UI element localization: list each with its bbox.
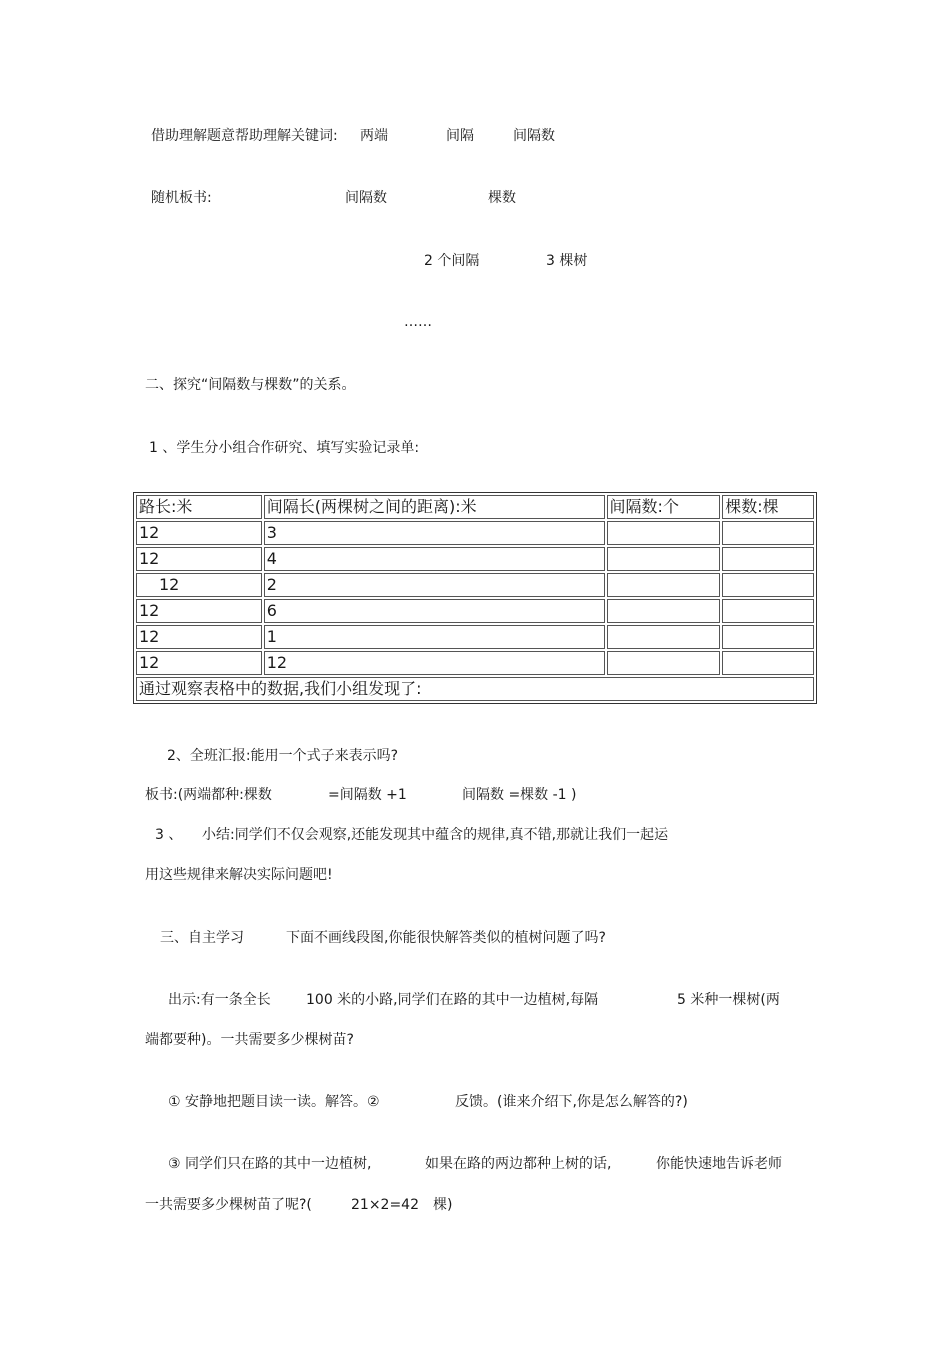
board-heading-interval-count: 间隔数 — [345, 190, 387, 206]
header-interval-length: 间隔长(两棵树之间的距离):米 — [264, 495, 605, 519]
section-3-heading: 三、自主学习 — [160, 930, 244, 946]
problem-text-cont: 端都要种)。一共需要多少棵树苗? — [145, 1032, 354, 1048]
board-formula-prefix: 板书:(两端都种:棵数 — [145, 787, 272, 803]
cell-count[interactable] — [607, 547, 721, 571]
cell-trees[interactable] — [722, 521, 814, 545]
item-3-calc: 21×2=42 — [351, 1197, 419, 1213]
cell-gap: 12 — [264, 651, 605, 675]
cell-road: 12 — [136, 625, 262, 649]
board-row-trees: 3 棵树 — [546, 253, 588, 269]
cell-road: 12 — [136, 521, 262, 545]
table-footer-row — [136, 677, 814, 701]
cell-road: 12 — [136, 547, 262, 571]
cell-count[interactable] — [607, 521, 721, 545]
cell-count[interactable] — [607, 651, 721, 675]
step-2: 2、全班汇报:能用一个式子来表示吗? — [167, 748, 399, 764]
table-row — [136, 599, 814, 623]
cell-count[interactable] — [607, 599, 721, 623]
table-row — [136, 651, 814, 675]
step-3-number: 3 、 — [155, 827, 183, 843]
header-road-length: 路长:米 — [136, 495, 262, 519]
board-formula-intervals: 间隔数 =棵数 -1 ) — [462, 787, 577, 803]
problem-intro: 出示:有一条全长 — [168, 992, 271, 1008]
cell-road: 12 — [136, 599, 262, 623]
step-1: 1 、学生分小组合作研究、填写实验记录单: — [149, 440, 420, 456]
table-footer-observation[interactable]: 通过观察表格中的数据,我们小组发现了: — [136, 677, 814, 701]
step-3-summary: 小结:同学们不仅会观察,还能发现其中蕴含的规律,真不错,那就让我们一起运 — [202, 827, 669, 843]
problem-text-end: 5 米种一棵树(两 — [677, 992, 780, 1008]
item-3-cont: 一共需要多少棵树苗了呢?( — [145, 1197, 312, 1213]
cell-trees[interactable] — [722, 573, 814, 597]
board-formula-trees: =间隔数 +1 — [328, 787, 407, 803]
keywords-prefix: 借助理解题意帮助理解关键词: — [151, 128, 338, 144]
keyword-ends: 两端 — [360, 128, 388, 144]
cell-count[interactable] — [607, 573, 721, 597]
table-row — [136, 625, 814, 649]
keyword-interval-count: 间隔数 — [513, 128, 555, 144]
cell-trees[interactable] — [722, 599, 814, 623]
problem-text: 100 米的小路,同学们在路的其中一边植树,每隔 — [306, 992, 599, 1008]
item-1: ① 安静地把题目读一读。解答。② — [168, 1094, 380, 1110]
board-row-intervals: 2 个间隔 — [424, 253, 480, 269]
header-interval-count: 间隔数:个 — [607, 495, 721, 519]
cell-trees[interactable] — [722, 547, 814, 571]
cell-road: 12 — [136, 573, 262, 597]
item-3-mid: 如果在路的两边都种上树的话, — [425, 1156, 612, 1172]
keyword-interval: 间隔 — [446, 128, 474, 144]
cell-gap: 1 — [264, 625, 605, 649]
cell-gap: 2 — [264, 573, 605, 597]
table-row — [136, 573, 814, 597]
item-3-end: 你能快速地告诉老师 — [656, 1156, 782, 1172]
cell-count[interactable] — [607, 625, 721, 649]
cell-trees[interactable] — [722, 625, 814, 649]
section-2-heading: 二、探究“间隔数与棵数”的关系。 — [145, 377, 356, 393]
experiment-record-table — [133, 492, 817, 704]
item-2: 反馈。(谁来介绍下,你是怎么解答的?) — [455, 1094, 688, 1110]
step-3-summary-cont: 用这些规律来解决实际问题吧! — [145, 867, 333, 883]
cell-gap: 6 — [264, 599, 605, 623]
table-row — [136, 521, 814, 545]
board-heading-tree-count: 棵数 — [488, 190, 516, 206]
board-ellipsis: …… — [404, 314, 432, 330]
cell-gap: 3 — [264, 521, 605, 545]
table-header-row — [136, 495, 814, 519]
item-3-unit: 棵) — [433, 1197, 453, 1213]
section-3-prompt: 下面不画线段图,你能很快解答类似的植树问题了吗? — [286, 930, 606, 946]
cell-gap: 4 — [264, 547, 605, 571]
cell-trees[interactable] — [722, 651, 814, 675]
board-label: 随机板书: — [151, 190, 212, 206]
header-tree-count: 棵数:棵 — [722, 495, 814, 519]
cell-road: 12 — [136, 651, 262, 675]
table-row — [136, 547, 814, 571]
item-3: ③ 同学们只在路的其中一边植树, — [168, 1156, 372, 1172]
